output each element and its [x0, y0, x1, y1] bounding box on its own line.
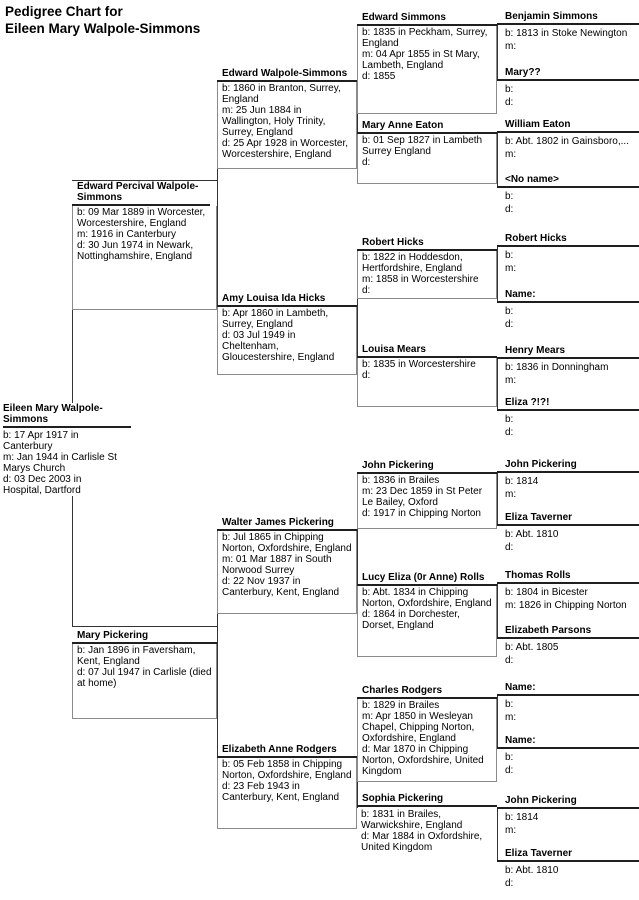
person-marriage: m:	[505, 263, 517, 274]
person-death: d: 1917 in Chipping Norton	[362, 508, 481, 519]
person-mary-unknown	[497, 67, 639, 109]
chart-title-line1: Pedigree Chart for	[5, 4, 123, 19]
person-marriage: m:	[505, 489, 517, 500]
person-birth: b: 17 Apr 1917 in Canterbury	[3, 430, 79, 452]
person-name: Mary Pickering	[72, 630, 217, 644]
person-birth: b: 05 Feb 1858 in Chipping Norton, Oxfordshire, England	[222, 759, 352, 781]
person-birth: b: 09 Mar 1889 in Worcester, Worcestershire, England	[77, 207, 206, 229]
person-birth: b:	[505, 414, 514, 425]
person-name-unknown-2	[497, 682, 639, 724]
person-name: Edward Walpole-Simmons	[217, 68, 357, 82]
person-death: d:	[505, 204, 514, 215]
person-name: Mary Anne Eaton	[357, 120, 497, 134]
person-mary-pickering	[72, 630, 217, 719]
person-marriage: m: 1826 in Chipping Norton	[505, 600, 627, 611]
person-death: d:	[362, 157, 371, 168]
person-birth: b: Jul 1865 in Chipping Norton, Oxfordshire, England	[222, 532, 352, 554]
person-marriage: m: 01 Mar 1887 in South Norwood Surrey	[222, 554, 332, 576]
person-death: d:	[505, 97, 514, 108]
person-john-pickering-sr	[497, 459, 639, 501]
person-death: d: 07 Jul 1947 in Carlisle (died at home)	[77, 667, 212, 689]
person-benjamin-simmons	[497, 11, 639, 53]
person-death: d:	[362, 370, 371, 381]
person-birth: b: 1822 in Hoddesdon, Hertfordshire, England	[362, 252, 463, 274]
person-birth: b: 1813 in Stoke Newington	[505, 28, 628, 39]
person-birth: b:	[505, 250, 514, 261]
person-birth: b:	[505, 191, 514, 202]
person-robert-hicks	[357, 237, 497, 299]
person-john-pickering-sr-2	[497, 795, 639, 837]
person-birth: b: 1814	[505, 476, 539, 487]
person-birth: b: 1860 in Branton, Surrey, England	[222, 83, 341, 105]
person-birth: b: 1804 in Bicester	[505, 587, 588, 598]
person-henry-mears	[497, 345, 639, 387]
person-name-unknown-3	[497, 735, 639, 777]
person-death: d:	[505, 542, 514, 553]
person-birth: b:	[505, 84, 514, 95]
person-death: d:	[505, 878, 514, 889]
person-name: Amy Louisa Ida Hicks	[217, 293, 357, 307]
person-marriage: m:	[505, 712, 517, 723]
person-name: Elizabeth Anne Rodgers	[217, 744, 357, 758]
person-birth: b: Abt. 1810	[505, 865, 559, 876]
person-death: d:	[362, 285, 371, 296]
person-birth: b: 1836 in Donningham	[505, 362, 609, 373]
person-name: Robert Hicks	[357, 237, 497, 251]
person-name: Eliza Taverner	[497, 848, 639, 862]
person-death: d:	[505, 655, 514, 666]
person-edward-percival-walpole-simmons	[72, 181, 217, 310]
person-death: d: 1864 in Dorchester, Dorset, England	[362, 609, 460, 631]
person-death: d: 03 Dec 2003 in Hospital, Dartford	[3, 474, 82, 496]
person-name: Charles Rodgers	[357, 685, 497, 699]
person-elizabeth-parsons	[497, 625, 639, 667]
person-birth: b: 01 Sep 1827 in Lambeth Surrey England	[362, 135, 483, 157]
person-marriage: m: 04 Apr 1855 in St Mary, Lambeth, England	[362, 49, 480, 71]
person-death: d: 30 Jun 1974 in Newark, Nottinghamshire, England	[77, 240, 194, 262]
person-name: Eileen Mary Walpole-Simmons	[3, 403, 131, 428]
person-birth: b: Abt. 1805	[505, 642, 559, 653]
person-edward-walpole-simmons	[217, 68, 357, 169]
person-marriage: m: Apr 1850 in Wesleyan Chapel, Chipping Norton, Oxfordshire, England	[362, 711, 475, 744]
person-marriage: m: 23 Dec 1859 in St Peter Le Bailey, Oxford	[362, 486, 483, 508]
person-name: John Pickering	[497, 795, 639, 809]
person-name: John Pickering	[497, 459, 639, 473]
person-birth: b: 1831 in Brailes, Warwickshire, England	[361, 809, 463, 831]
person-mary-anne-eaton	[357, 120, 497, 184]
chart-title-line2: Eileen Mary Walpole-Simmons	[5, 21, 201, 36]
person-birth: b: 1835 in Peckham, Surrey, England	[362, 27, 488, 49]
person-lucy-eliza-rolls	[357, 572, 497, 657]
person-william-eaton	[497, 119, 639, 161]
person-birth: b: 1836 in Brailes	[362, 475, 440, 486]
person-name: Eliza ?!?!	[497, 397, 639, 411]
person-death: d: Mar 1884 in Oxfordshire, United Kingdom	[361, 831, 483, 853]
person-name: Lucy Eliza (0r Anne) Rolls	[357, 572, 497, 586]
person-sophia-pickering	[357, 793, 497, 853]
person-eliza-unknown	[497, 397, 639, 439]
person-birth: b:	[505, 306, 514, 317]
person-marriage: m:	[505, 825, 517, 836]
person-name: <No name>	[497, 174, 639, 188]
person-name: Louisa Mears	[357, 344, 497, 358]
person-birth: b: Jan 1896 in Faversham, Kent, England	[77, 645, 196, 667]
person-name-unknown-1	[497, 289, 639, 331]
person-death: d: 1855	[362, 71, 396, 82]
person-robert-hicks-sr	[497, 233, 639, 275]
person-name: Robert Hicks	[497, 233, 639, 247]
person-marriage: m: 1916 in Canterbury	[77, 229, 176, 240]
person-edward-simmons	[357, 12, 497, 114]
person-name: Thomas Rolls	[497, 570, 639, 584]
person-name: Name:	[497, 682, 639, 696]
person-death: d: 22 Nov 1937 in Canterbury, Kent, England	[222, 576, 340, 598]
person-name: Henry Mears	[497, 345, 639, 359]
person-birth: b: 1829 in Brailes	[362, 700, 440, 711]
person-marriage: m:	[505, 149, 517, 160]
person-birth: b: Abt. 1834 in Chipping Norton, Oxfordshire, England	[362, 587, 492, 609]
person-name: Edward Percival Walpole-Simmons	[72, 181, 210, 206]
person-walter-james-pickering	[217, 517, 357, 614]
person-eliza-taverner	[497, 512, 639, 554]
person-name: Elizabeth Parsons	[497, 625, 639, 639]
person-marriage: m:	[505, 375, 517, 386]
person-no-name	[497, 174, 639, 216]
person-marriage: m: 1858 in Worcestershire	[362, 274, 479, 285]
person-death: d: 23 Feb 1943 in Canterbury, Kent, England	[222, 781, 340, 803]
person-marriage: m: Jan 1944 in Carlisle St Marys Church	[3, 452, 117, 474]
person-death: d:	[505, 765, 514, 776]
person-marriage: m: 25 Jun 1884 in Wallington, Holy Trinity, Surrey, England	[222, 105, 326, 138]
person-eliza-taverner-2	[497, 848, 639, 890]
person-name: Mary??	[497, 67, 639, 81]
person-john-pickering	[357, 460, 497, 529]
person-name: Walter James Pickering	[217, 517, 357, 531]
person-birth: b: Abt. 1810	[505, 529, 559, 540]
person-name: Name:	[497, 735, 639, 749]
person-thomas-rolls	[497, 570, 639, 612]
person-name: Benjamin Simmons	[497, 11, 639, 25]
person-marriage: m:	[505, 41, 517, 52]
person-birth: b: 1835 in Worcestershire	[362, 359, 476, 370]
person-birth: b: 1814	[505, 812, 539, 823]
person-name: Edward Simmons	[357, 12, 497, 26]
person-amy-louisa-ida-hicks	[217, 293, 357, 375]
person-death: d:	[505, 427, 514, 438]
person-death: d: 25 Apr 1928 in Worcester, Worcestershire, England	[222, 138, 349, 160]
person-louisa-mears	[357, 344, 497, 407]
person-charles-rodgers	[357, 685, 497, 782]
person-birth: b: Apr 1860 in Lambeth, Surrey, England	[222, 308, 329, 330]
person-death: d:	[505, 319, 514, 330]
person-death: d: Mar 1870 in Chipping Norton, Oxfordshire, United Kingdom	[362, 744, 484, 777]
person-name: Eliza Taverner	[497, 512, 639, 526]
person-birth: b: Abt. 1802 in Gainsboro,...	[505, 136, 629, 147]
person-name: Name:	[497, 289, 639, 303]
person-birth: b:	[505, 752, 514, 763]
chart-title	[5, 3, 200, 37]
person-death: d: 03 Jul 1949 in Cheltenham, Gloucestershire, England	[222, 330, 335, 363]
person-eileen-mary-walpole-simmons	[3, 403, 155, 496]
person-name: Sophia Pickering	[357, 793, 497, 807]
person-birth: b:	[505, 699, 514, 710]
person-name: William Eaton	[497, 119, 639, 133]
person-name: John Pickering	[357, 460, 497, 474]
person-elizabeth-anne-rodgers	[217, 744, 357, 829]
connector-line	[72, 626, 217, 627]
